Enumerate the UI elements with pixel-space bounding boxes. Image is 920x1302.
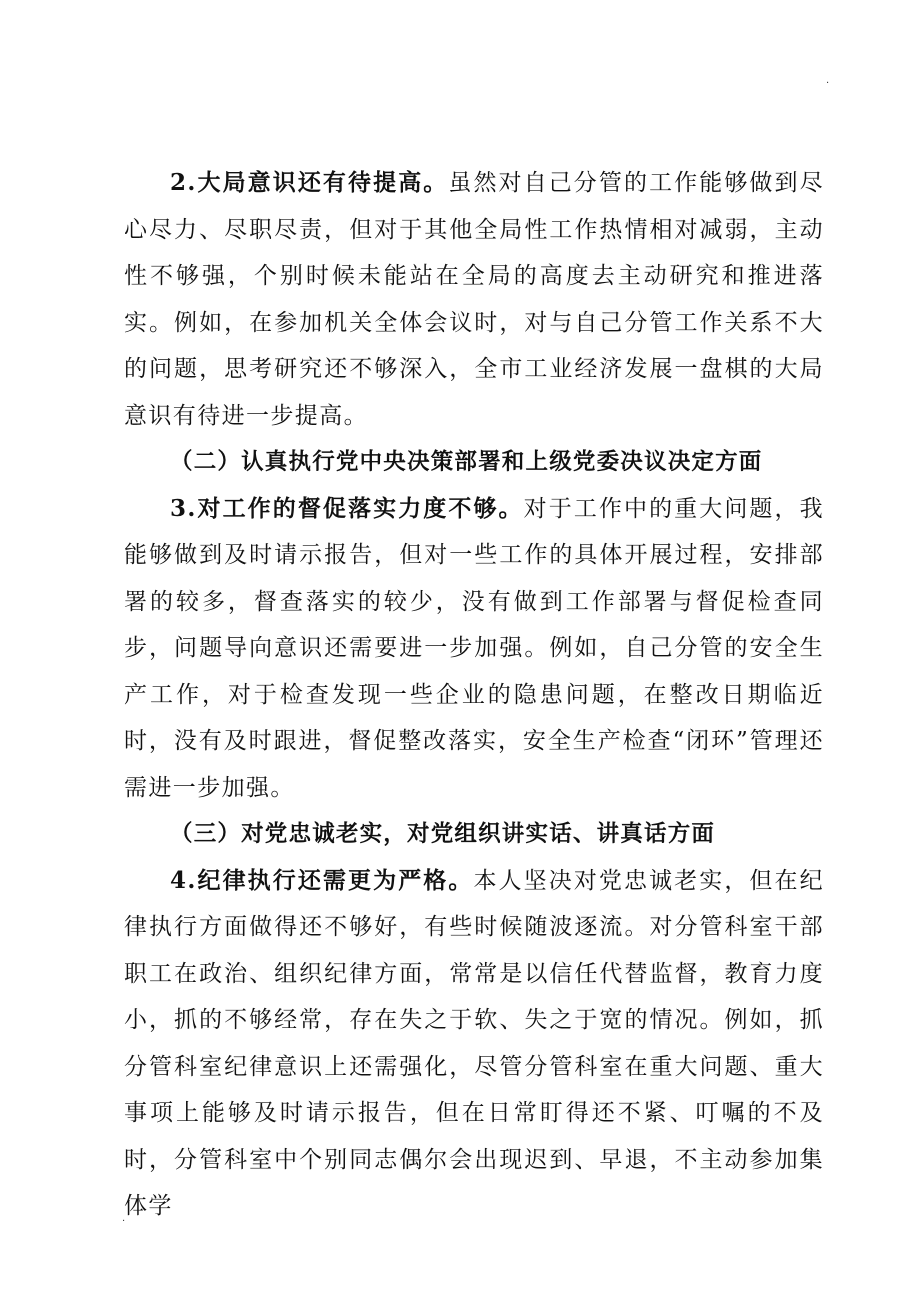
item-4-body: 本人坚决对党忠诚老实，但在纪律执行方面做得还不够好，有些时候随波逐流。对分管科室干部职工在政治、组织纪律方面，常常是以信任代替监督，教育力度小，抓的不够经常，存在失之于软、失之于宽的情况。例如，抓分管科室纪律意识上还需强化，尽管分管科室在重大问题、重大事项上能够及时请示报告，但在日常盯得还不紧、叮嘱的不及时，分管科室中个别同志偶尔会出现迟到、早退，不主动参加集体学 <box>124 867 824 1219</box>
section-2-heading: （二）认真执行党中央决策部署和上级党委决议决定方面 <box>170 449 763 475</box>
paragraph-item-3 <box>124 486 824 812</box>
item-4-lead: 4.纪律执行还需更为严格。 <box>170 866 474 894</box>
page-bottom-dot-mark: . <box>122 1213 126 1224</box>
section-3-heading: （三）对党忠诚老实，对党组织讲实话、讲真话方面 <box>170 821 716 847</box>
paragraph-item-4 <box>124 858 824 1230</box>
item-2-body: 虽然对自己分管的工作能够做到尽心尽力、尽职尽责，但对于其他全局性工作热情相对减弱，主动性不够强，个别时候未能站在全局的高度去主动研究和推进落实。例如，在参加机关全体会议时，对与自己分管工作关系不大的问题，思考研究还不够深入，全市工业经济发展一盘棋的大局意识有待进一步提高。 <box>124 170 824 429</box>
item-3-body: 对于工作中的重大问题，我能够做到及时请示报告，但对一些工作的具体开展过程，安排部署的较多，督查落实的较少，没有做到工作部署与督促检查同步，问题导向意识还需要进一步加强。例如，自己分管的安全生产工作，对于检查发现一些企业的隐患问题，在整改日期临近时，没有及时跟进，督促整改落实，安全生产检查“闭环”管理还需进一步加强。 <box>124 495 824 801</box>
item-3-lead: 3.对工作的督促落实力度不够。 <box>170 494 524 522</box>
page-top-dot-mark: . <box>826 75 830 86</box>
item-2-lead: 2.大局意识还有待提高。 <box>170 169 449 196</box>
document-body <box>124 160 824 1230</box>
paragraph-item-2 <box>124 160 824 439</box>
